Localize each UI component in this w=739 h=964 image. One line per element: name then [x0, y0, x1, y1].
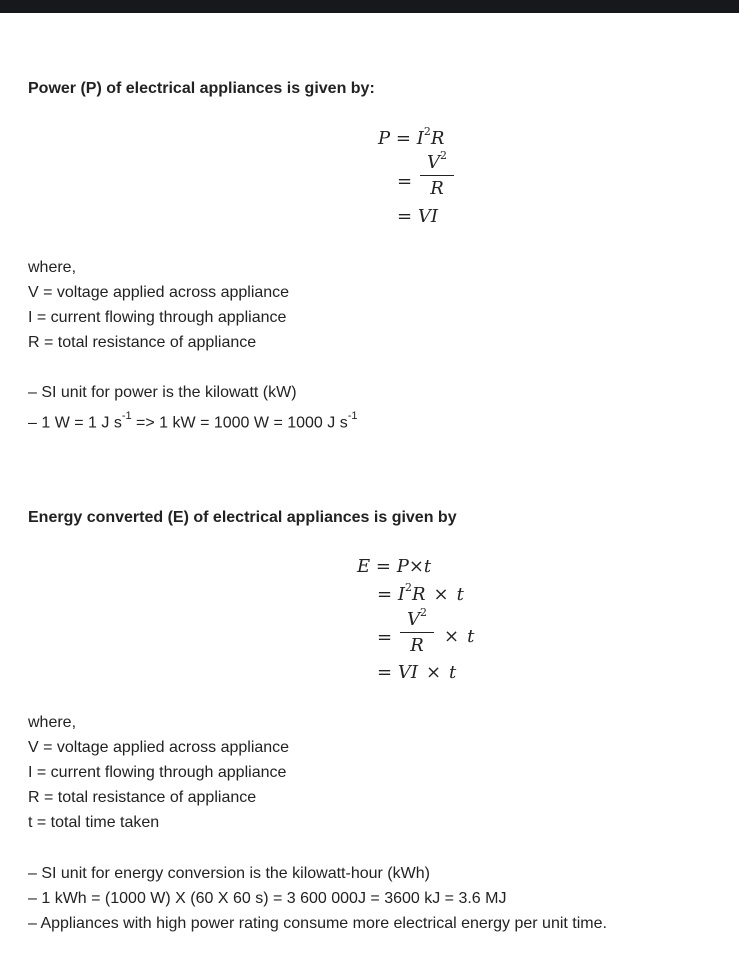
energy-where: where,	[28, 714, 77, 731]
energy-heading: Energy converted (E) of electrical appliances is given by	[28, 509, 457, 526]
power-conversion-note: – 1 W = 1 J $s^{-1} => 1$ kW = 1000 W = 1000 J $s^{-1}$	[28, 410, 358, 432]
power-def-v: V = voltage applied across appliance	[28, 284, 290, 301]
power-eq-line-1: $P = I^2R$	[378, 125, 445, 149]
energy-def-v: V = voltage applied across appliance	[28, 739, 290, 756]
energy-eq-line-2: = $I^2R \times t$	[377, 581, 464, 605]
energy-eq-line-4: = VI × t	[377, 662, 457, 683]
power-def-i: I = current flowing through appliance	[28, 309, 287, 326]
power-unit-note: – SI unit for power is the kilowatt (kW)	[28, 384, 297, 401]
power-eq-line-3: = VI	[397, 206, 438, 227]
power-where: where,	[28, 259, 77, 276]
energy-eq-fraction: $V^2$ R	[400, 609, 434, 656]
energy-conversion-note: – 1 kWh = (1000 W) X (60 X 60 s) = 3 600 000J = 3600 kJ = 3.6 MJ	[28, 890, 507, 907]
energy-def-r: R = total resistance of appliance	[28, 789, 257, 806]
power-def-r: R = total resistance of appliance	[28, 334, 257, 351]
energy-eq-equals-3: =	[377, 627, 393, 648]
energy-eq-line-1: E = P×t	[357, 556, 432, 577]
power-eq-equals-2: =	[397, 171, 413, 192]
energy-unit-note: – SI unit for energy conversion is the kilowatt-hour (kWh)	[28, 865, 430, 882]
energy-def-i: I = current flowing through appliance	[28, 764, 287, 781]
power-eq-fraction: $V^2$ R	[420, 152, 454, 199]
top-bar	[0, 0, 739, 13]
power-heading: Power (P) of electrical appliances is given by:	[28, 80, 375, 97]
energy-rating-note: – Appliances with high power rating consume more electrical energy per unit time.	[28, 915, 607, 932]
energy-def-t: t = total time taken	[28, 814, 160, 831]
energy-eq-line-3-times: × t	[444, 626, 475, 647]
